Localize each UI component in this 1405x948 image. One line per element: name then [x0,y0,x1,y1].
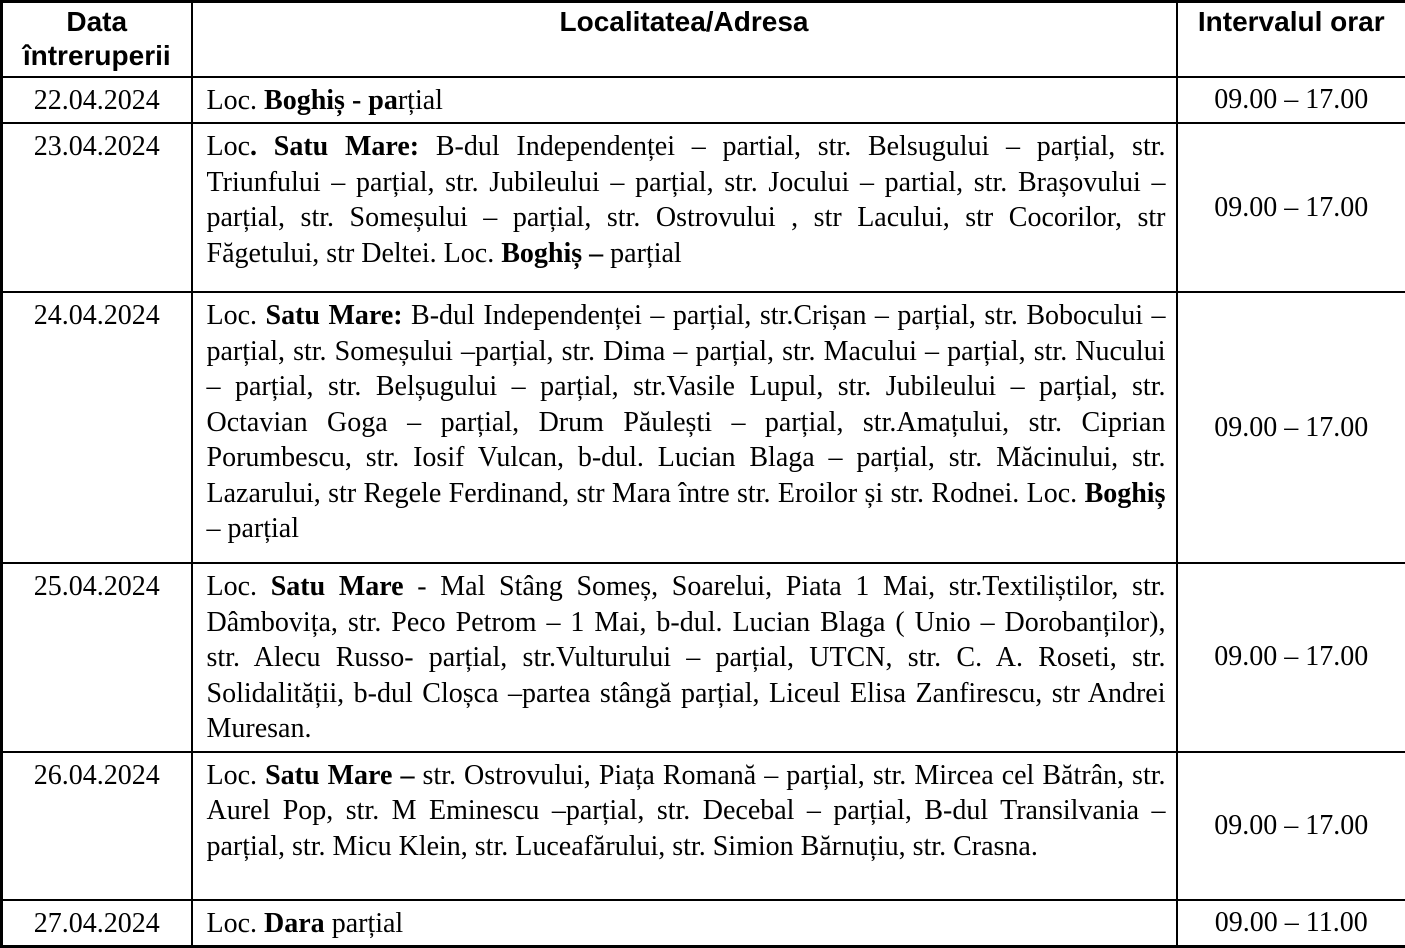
table-row [2,563,1405,752]
interval-cell: 09.00 – 17.00 [1177,752,1405,900]
header-interval: Intervalul orar [1177,2,1405,77]
table-row [2,77,1405,124]
date-cell: 24.04.2024 [2,292,192,563]
table-body [2,77,1405,947]
table-row [2,292,1405,563]
interval-cell: 09.00 – 17.00 [1177,563,1405,752]
interval-cell: 09.00 – 17.00 [1177,77,1405,124]
header-address: Localitatea/Adresa [192,2,1177,77]
date-cell: 22.04.2024 [2,77,192,124]
header-date: Data întreruperii [2,2,192,77]
table-row [2,752,1405,900]
interval-cell: 09.00 – 11.00 [1177,900,1405,947]
date-cell: 27.04.2024 [2,900,192,947]
address-cell: Loc. Dara parțial [192,900,1177,947]
date-cell: 23.04.2024 [2,123,192,292]
date-cell: 25.04.2024 [2,563,192,752]
table-row [2,900,1405,947]
address-cell: Loc. Satu Mare – str. Ostrovului, Piața Romană – parțial, str. Mircea cel Bătrân, str. Aurel Pop, str. M Eminescu –parțial, str. Decebal – parțial, B-dul Transilvania – parțial, str. Micu Klein, str. Luceafărului, str. Simion Bărnuțiu, str. Crasna. [192,752,1177,900]
table-header [2,2,1405,77]
table-row [2,123,1405,292]
interval-cell: 09.00 – 17.00 [1177,123,1405,292]
header-row [2,2,1405,77]
interval-cell: 09.00 – 17.00 [1177,292,1405,563]
address-cell: Loc. Satu Mare: B-dul Independenței – partial, str. Belsugului – parțial, str. Triunfului – parțial, str. Jubileului – parțial, str. Jocului – partial, str. Brașovului – parțial, str. Someșului – parțial, str. Ostrovului , str Lacului, str Cocorilor, str Făgetului, str Deltei. Loc. Boghiș – parțial [192,123,1177,292]
address-cell: Loc. Satu Mare: B-dul Independenței – parțial, str.Crișan – parțial, str. Bobocului – parțial, str. Someșului –parțial, str. Dima – parțial, str. Macului – parțial, str. Nucului – parțial, str. Belșugului – parțial, str.Vasile Lupul, str. Jubileului – parțial, str. Octavian Goga – parțial, Drum Păulești – parțial, str.Amațului, str. Ciprian Porumbescu, str. Iosif Vulcan, b-dul. Lucian Blaga – parțial, str. Măcinului, str. Lazarului, str Regele Ferdinand, str Mara între str. Eroilor și str. Rodnei. Loc. Boghiș – parțial [192,292,1177,563]
date-cell: 26.04.2024 [2,752,192,900]
address-cell: Loc. Satu Mare - Mal Stâng Someș, Soarelui, Piata 1 Mai, str.Textiliștilor, str. Dâmbovița, str. Peco Petrom – 1 Mai, b-dul. Lucian Blaga ( Unio – Dorobanților), str. Alecu Russo- parțial, str.Vulturului – parțial, UTCN, str. C. A. Roseti, str. Solidalității, b-dul Cloșca –partea stângă parțial, Liceul Elisa Zanfirescu, str Andrei Muresan. [192,563,1177,752]
address-cell: Loc. Boghiș - parțial [192,77,1177,124]
